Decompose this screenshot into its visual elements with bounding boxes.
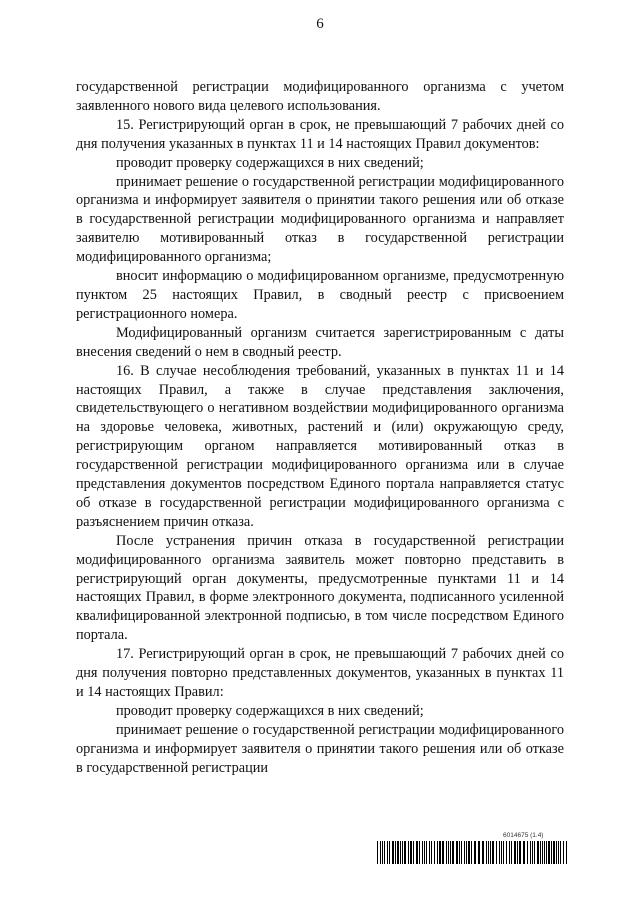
paragraph-check-info-repeat: проводит проверку содержащихся в них сведений; [116,702,424,719]
barcode-id: 6014675 (1.4) [503,832,544,839]
paragraph-decision: принимает решение о государственной регистрации модифицированного организма и информирует заявителя о принятии такого решения или об отказе в государственной регистрации модифицированного организма и направляет заявителю мотивированный отказ в государственной регистрации модифицированного организма; [76,173,564,266]
paragraph-item-16: 16. В случае несоблюдения требований, указанных в пунктах 11 и 14 настоящих Правил, а также в случае представления заключения, свидетельствующего о негативном воздействии модифицированного организма на здоровье человека, животных, растений и (или) окружающую среду, регистрирующим органом направляется мотивированный отказ в государственной регистрации модифицированного организма или в случае представления документов посредством Единого портала направляется статус об отказе в государственной регистрации модифицированного организма с разъяснением причин отказа. [76,362,564,530]
page-number: 6 [316,16,324,32]
paragraph-register-entry: вносит информацию о модифицированном организме, предусмотренную пунктом 25 настоящих Правил, в сводный реестр с присвоением регистрационного номера. [76,268,564,322]
paragraph-decision-repeat: принимает решение о государственной регистрации модифицированного организма и информирует заявителя о принятии такого решения или об отказе в государственной регистрации [76,721,564,776]
paragraph-item-15: 15. Регистрирующий орган в срок, не превышающий 7 рабочих дней со дня получения указанных в пунктах 11 и 14 настоящих Правил документов: [76,116,564,152]
paragraph-registered-date: Модифицированный организм считается зарегистрированным с даты внесения сведений о нем в сводный реестр. [76,324,564,360]
paragraph-check-info: проводит проверку содержащихся в них сведений; [116,154,424,171]
document-body [76,78,564,778]
paragraph-item-17: 17. Регистрирующий орган в срок, не превышающий 7 рабочих дней со дня получения повторно представленных документов, указанных в пунктах 11 и 14 настоящих Правил: [76,646,564,700]
paragraph-resubmission: После устранения причин отказа в государственной регистрации модифицированного организма заявитель может повторно представить в регистрирующий орган документы, предусмотренные пунктами 11 и 14 настоящих Правил, в форме электронного документа, подписанного усиленной квалифицированной электронной подписью, в том числе посредством Единого портала. [76,532,564,644]
paragraph-continuation: государственной регистрации модифицированного организма с учетом заявленного нового вида целевого использования. [76,79,564,114]
barcode-image [377,841,568,864]
